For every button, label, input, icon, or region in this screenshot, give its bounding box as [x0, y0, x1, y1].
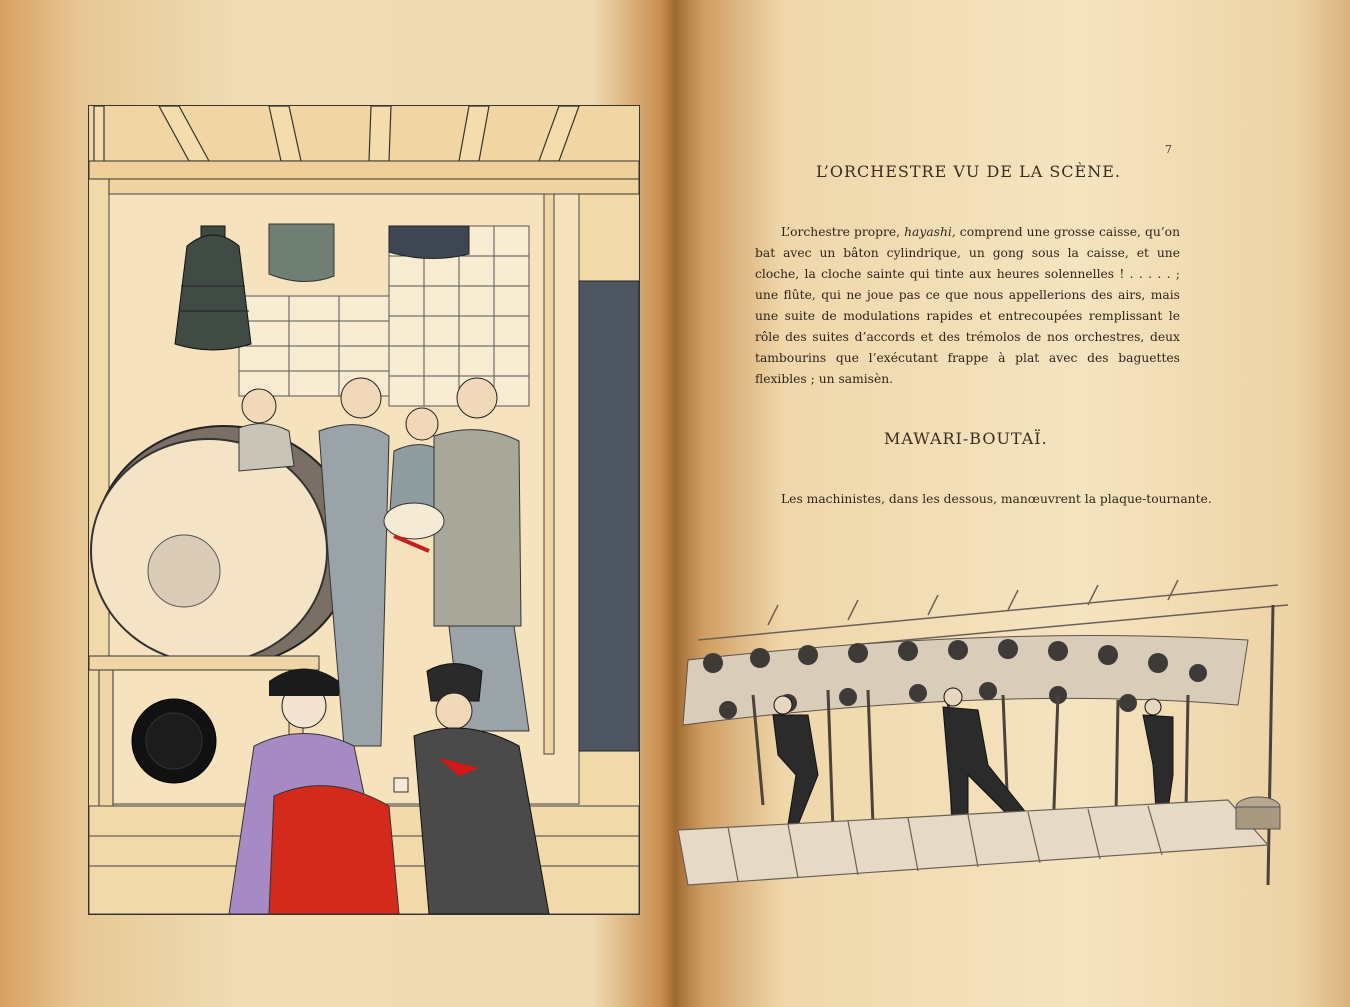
machinists-vignette-illustration	[668, 545, 1350, 945]
section-title: L’ORCHESTRE VU DE LA SCÈNE.	[816, 162, 1121, 181]
body-paragraph	[755, 222, 1180, 390]
orchestre-plate-art	[89, 106, 639, 914]
right-page	[668, 0, 1350, 1007]
color-plate-illustration	[88, 105, 640, 915]
subsection-title: MAWARI-BOUTAÏ.	[884, 429, 1048, 448]
illustration-caption: Les machinistes, dans les dessous, manœuvrent la plaque-tournante.	[781, 492, 1212, 506]
paragraph-term: hayashi,	[904, 225, 956, 239]
left-page	[0, 0, 668, 1007]
page-number: 7	[1165, 143, 1172, 156]
paragraph-rest: comprend une grosse caisse, qu’on bat avec un bâton cylindrique, un gong sous la caisse, et une cloche, la cloche sainte qui tinte aux heures solennelles ! . . . . . ; une flûte, qui ne joue pas ce que nous appellerions des airs, mais une suite de modulations rapides et entrecoupées remplissant le rôle des suites d’accords et des trémolos de nos orchestres, deux tambourins que l’exécutant frappe à plat avec des baguettes flexibles ; un samisèn.	[755, 225, 1180, 386]
paragraph-intro: L’orchestre propre,	[781, 225, 905, 239]
